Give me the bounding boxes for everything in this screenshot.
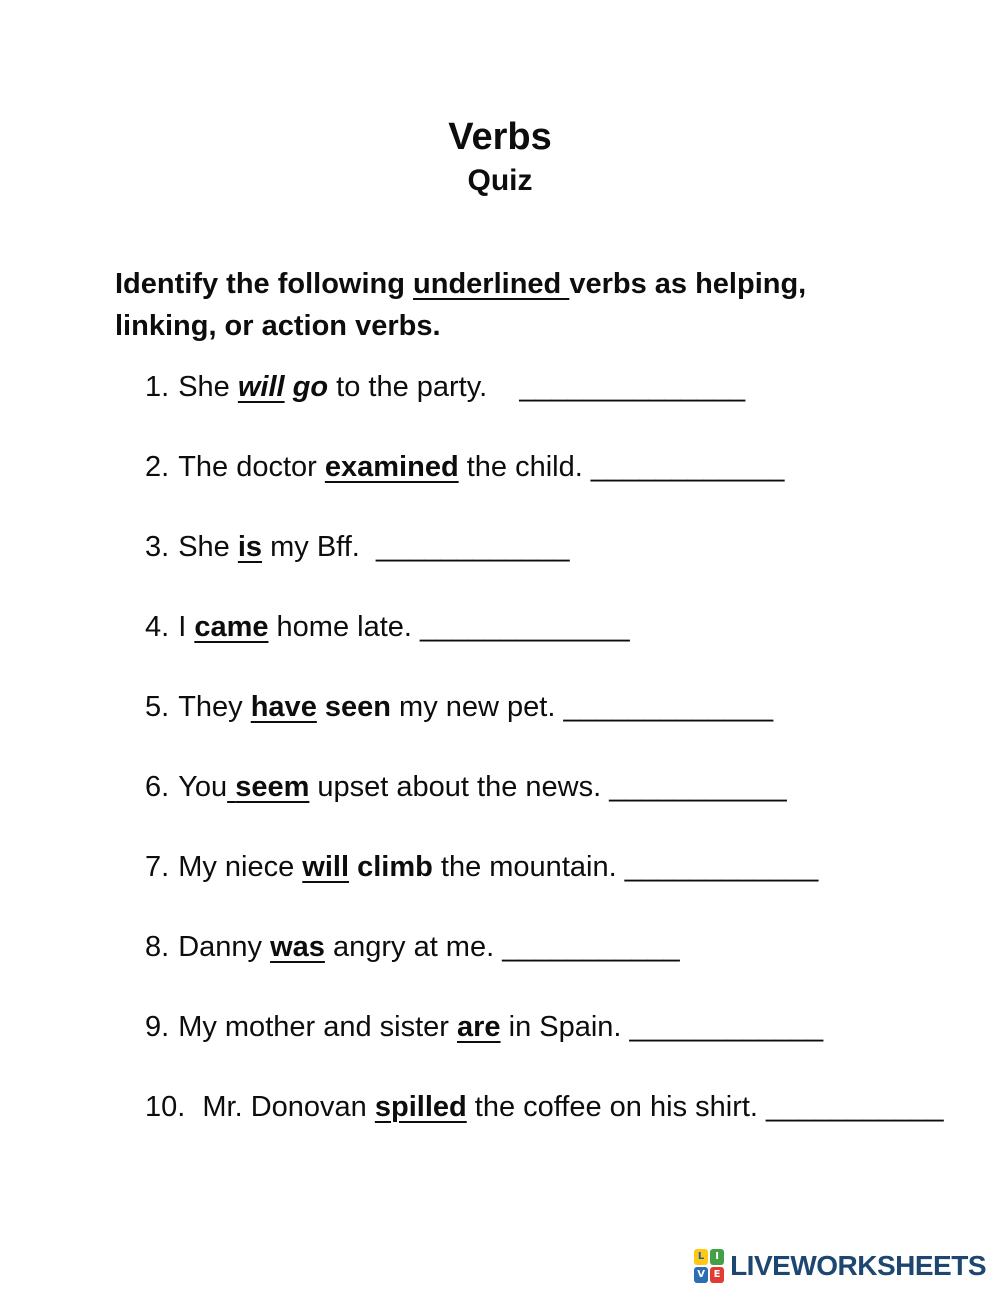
sentence-segment: to the party. xyxy=(328,370,520,403)
sentence-segment: the coffee on his shirt. xyxy=(466,1090,767,1123)
item-sentence xyxy=(178,451,784,483)
item-number: 6. xyxy=(145,770,170,803)
item-sentence xyxy=(178,851,818,883)
sentence-segment: upset about the news. xyxy=(309,770,610,803)
sentence-segment: will xyxy=(237,370,285,403)
sentence-segment: go xyxy=(292,370,329,403)
logo-tile-e: E xyxy=(710,1267,724,1283)
quiz-item-list xyxy=(145,369,1000,1126)
quiz-item xyxy=(145,449,1000,486)
sentence-segment: was xyxy=(270,930,325,963)
sentence-segment: the mountain. xyxy=(432,850,625,883)
item-sentence xyxy=(178,691,773,723)
page-subtitle: Quiz xyxy=(467,163,533,197)
sentence-segment: climb xyxy=(357,850,433,883)
liveworksheets-logo-icon xyxy=(694,1249,724,1283)
sentence-segment: seem xyxy=(235,770,310,803)
sentence-segment: in Spain. xyxy=(500,1010,630,1043)
answer-blank[interactable]: ____________ xyxy=(629,1010,824,1043)
item-number: 2. xyxy=(145,450,170,483)
sentence-segment: angry at me. xyxy=(324,930,503,963)
item-number: 4. xyxy=(145,610,170,643)
instructions-text-3: linking, or action verbs. xyxy=(115,309,441,342)
item-sentence xyxy=(178,771,786,803)
sentence-segment: She xyxy=(178,530,238,563)
quiz-item xyxy=(145,1089,1000,1126)
answer-blank[interactable]: ____________ xyxy=(624,850,819,883)
answer-blank[interactable]: ___________ xyxy=(609,770,787,803)
instructions-underlined-word: underlined xyxy=(413,267,570,300)
answer-blank[interactable]: ___________ xyxy=(766,1090,944,1123)
quiz-item xyxy=(145,369,1000,406)
sentence-segment: She xyxy=(178,370,238,403)
sentence-segment: Mr. Donovan xyxy=(194,1090,375,1123)
answer-blank[interactable]: ____________ xyxy=(590,450,785,483)
instructions-text-1: Identify the following xyxy=(115,267,414,300)
sentence-segment: My mother and sister xyxy=(178,1010,458,1043)
item-sentence xyxy=(178,611,630,643)
item-sentence xyxy=(178,531,569,563)
item-number: 3. xyxy=(145,530,170,563)
sentence-segment: have xyxy=(250,690,317,723)
sentence-segment: My niece xyxy=(178,850,303,883)
sentence-segment: my Bff. xyxy=(262,530,376,563)
logo-tile-l: L xyxy=(694,1249,708,1265)
quiz-item xyxy=(145,849,1000,886)
item-sentence xyxy=(194,1091,943,1123)
sentence-segment xyxy=(317,691,325,723)
quiz-item xyxy=(145,689,1000,726)
answer-blank[interactable]: _____________ xyxy=(420,610,630,643)
item-sentence xyxy=(178,371,745,403)
sentence-segment xyxy=(285,371,293,403)
answer-blank[interactable]: ___________ xyxy=(502,930,680,963)
sentence-segment: spilled xyxy=(374,1090,467,1123)
sentence-segment: I xyxy=(178,610,195,643)
quiz-item xyxy=(145,769,1000,806)
sentence-segment: home late. xyxy=(268,610,421,643)
item-number: 10. xyxy=(145,1090,186,1123)
sentence-segment: will xyxy=(302,850,350,883)
sentence-segment: You xyxy=(178,770,228,803)
logo-tile-v: V xyxy=(694,1267,708,1283)
item-number: 9. xyxy=(145,1010,170,1043)
sentence-segment: my new pet. xyxy=(391,690,564,723)
liveworksheets-wordmark: LIVEWORKSHEETS xyxy=(730,1250,986,1281)
sentence-segment: The doctor xyxy=(178,450,325,483)
sentence-segment: came xyxy=(194,610,269,643)
item-sentence xyxy=(178,931,679,963)
quiz-item xyxy=(145,1009,1000,1046)
instructions xyxy=(115,263,855,347)
answer-blank[interactable]: ______________ xyxy=(519,370,746,403)
item-number: 1. xyxy=(145,370,170,403)
answer-blank[interactable]: ____________ xyxy=(375,530,570,563)
item-number: 5. xyxy=(145,690,170,723)
sentence-segment: examined xyxy=(324,450,459,483)
answer-blank[interactable]: _____________ xyxy=(563,690,774,723)
footer-branding xyxy=(694,1249,986,1283)
item-sentence xyxy=(178,1011,823,1043)
quiz-item xyxy=(145,529,1000,566)
item-number: 7. xyxy=(145,850,170,883)
sentence-segment: They xyxy=(178,690,251,723)
instructions-text-2: verbs as helping, xyxy=(569,267,807,300)
sentence-segment: seen xyxy=(324,690,391,723)
quiz-item xyxy=(145,609,1000,646)
sentence-segment xyxy=(349,851,357,883)
logo-tile-i: I xyxy=(710,1249,724,1265)
sentence-segment xyxy=(227,771,235,803)
item-number: 8. xyxy=(145,930,170,963)
sentence-segment: Danny xyxy=(178,930,271,963)
sentence-segment: is xyxy=(237,530,263,563)
sentence-segment: the child. xyxy=(458,450,591,483)
quiz-item xyxy=(145,929,1000,966)
page-title: Verbs xyxy=(448,116,552,158)
sentence-segment: are xyxy=(457,1010,501,1043)
